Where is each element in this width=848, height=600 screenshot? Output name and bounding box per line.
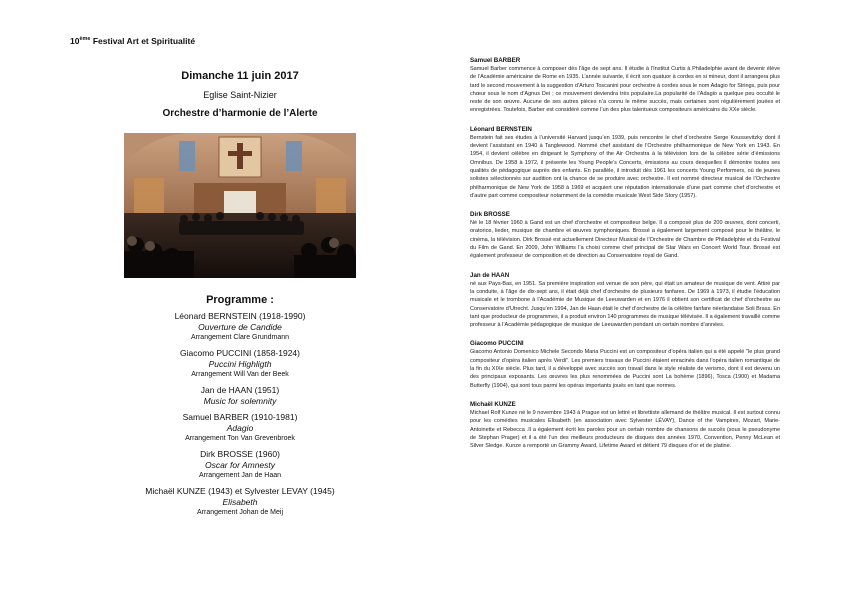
program-arranger: Arrangement Will Van der Beek xyxy=(191,371,289,378)
program-arranger: Arrangement Clare Grundmann xyxy=(190,334,290,341)
bio-section xyxy=(470,400,780,450)
bio-name: Michaël KUNZE xyxy=(470,400,516,408)
church-concert-photo xyxy=(124,133,356,278)
program-composer: Samuel BARBER (1910-1981) xyxy=(182,412,298,422)
bio-name: Dirk BROSSE xyxy=(470,211,510,219)
concert-photo-illustration xyxy=(124,133,356,278)
program-item xyxy=(100,486,380,518)
bio-text: Giacomo Antonio Domenico Michele Secondo Maria Puccini est un compositeur d’opéra italien qui a été appelé "le plus grand compositeur d’opéra italien après Verdi". Les premiers travaux de Puccini étaient enracinés dans l’opéra italien romantique de la fin du XIXe siècle. Plus tard, il a développé avec succès son travail dans le style réaliste de verismo, dont il est devenu un des principaux exposants. Les œuvres les plus renommées de Puccini sont La bohème (1896), Tosca (1900) et Madama Butterfly (1904), qui sont tous parmi les opéras importants joués en tant que normes. xyxy=(470,349,780,389)
program-composer: Giacomo PUCCINI (1858-1924) xyxy=(180,348,300,358)
program-work-title: Elisabeth xyxy=(222,497,258,507)
program-arranger: Arrangement Johan de Meij xyxy=(197,509,283,516)
program-list xyxy=(100,311,380,518)
bio-section xyxy=(470,271,780,330)
program-item xyxy=(100,311,380,343)
program-work-title: Ouverture de Candide xyxy=(198,322,282,332)
bio-name: Giacomo PUCCINI xyxy=(470,340,524,348)
bio-text: Samuel Barber commence à composer dès l’âge de sept ans. Il étudie à l’Institut Curtis à Philadelphie avant de devenir élève de l’Académie américaine de Rome en 1935. L’année suivante, il écrit son quatuor à cordes en si mineur, dont il arrangera plus tard le second mouvement à la suggestion d’Arturo Toscanini pour orchestre à cordes sous le nom Adagio for Strings, puis pour chœur sous le nom d’Agnus Dei ; ce mouvement deviendra très populaire.La popularité de l’Adagio a quelque peu occulté le reste de son œuvre. Aucune de ses autres pièces n’a connu le même succès, mais certaines sont régulièrement jouées et enregistrées. Toutefois, Barber est considéré comme l’un des plus talentueux compositeurs américains du XXe siècle. xyxy=(470,66,780,114)
programme-title: Programme : xyxy=(206,294,274,306)
bio-section xyxy=(470,339,780,389)
ensemble-name: Orchestre d’harmonie de l’Alerte xyxy=(162,108,318,119)
bio-section xyxy=(470,210,780,260)
bio-text: né aux Pays-Bas, en 1951. Sa première inspiration est venue de son père, qui était un amateur de musique de vent. Attiré par la conduite, à l’âge de dix-sept ans, il était déjà chef d’orchestre de plusieurs fanfares. De 1969 à 1973, il étudie l’éducation musicale et le trombone à l’Académie de Musique de Leeuwarden et en 1976 il obtient son certificat de chef d’orchestre au Conservatoire d’Utrecht. Jusqu’en 1994, Jan de Haan était le chef d’orchestre de la célèbre fanfare néerlandaise Soli Brass. En tant que producteur de programmes, il a produit environ 140 programmes de musique télévisée. Il a également travaillé comme professeur à l’Académie pédagogique de musique de Leeuwarden pendant un certain nombre d’années. xyxy=(470,280,781,329)
bio-text: Michael Rolf Kunze né le 9 novembre 1943 à Prague est un lettré et librettiste allemand de théâtre musical. Il est surtout connu pour les comédies musicales Elisabeth (en association avec Sylvester LÉVAY), Dance of the Vampires, Mozart, Marie-Antoinette et Rebecca .Il a également écrit les paroles pour un certain nombre de chansons de succès (sous le pseudonyme de Stephan Prager) et il a été l’un des meilleurs producteurs de disques des années 1970, Convention, Penny McLean et Silver Sledge. Kunze a remporté un Grammy Award, Lifetime Award et détient 79 disques d’or et de platine. xyxy=(470,409,780,450)
event-date: Dimanche 11 juin 2017 xyxy=(181,70,299,82)
edition-suffix: ème xyxy=(79,36,91,43)
bio-name: Samuel BARBER xyxy=(470,57,521,64)
program-arranger: Arrangement Ton Van Grevenbroek xyxy=(185,435,295,442)
page-header xyxy=(70,36,195,46)
bio-text: Bernstein fait ses études à l’université Harvard jusqu’en 1939, puis rencontre le chef d’orchestre Serge Koussevitzky dont il devient l’assistant en 1940 à Tanglewood. Nommé chef assistant de l’Orchestre philharmonique de New York en 1943. En 1954, il devient célèbre en dirigeant le Symphony of the Air Orchestra à la télévision lors de la célèbre série d’émissions Omnibus. De 1958 à 1972, il présente les Young People’s Concerts, émissions au cours desquelles il démontre toutes ses qualités de pédagogique auprès des enfants. En parallèle, il introduit dès 1961 les concerts Young Performers, où de jeunes solistes sélectionnés sur audition ont la chance de se produire avec orchestre. Il est nommé directeur musical de l’Orchestre philharmonique de New York de 1958 à 1969 et acquiert une réputation internationale d’une part comme chef d’orchestre et d’autre part comme compositeur notamment de la comédie musicale West Side Story (1957). xyxy=(470,134,780,199)
program-work-title: Adagio xyxy=(226,423,254,433)
bio-section xyxy=(470,56,780,115)
concert-panel xyxy=(100,66,380,518)
program-item xyxy=(100,385,380,407)
program-composer: Michaël KUNZE (1943) et Sylvester LEVAY (1945) xyxy=(145,486,335,496)
bio-text: Né le 18 février 1960 à Gand est un chef d’orchestre et compositeur belge. Il a composé plus de 200 œuvres, dont concerti, oratorios, lieder, musique de chambre et œuvres symphoniques. Brossé a également largement composé pour le théâtre, le cinéma, la télévision. Dirk Brossé est actuellement Directeur Musical de l’Orchestre de Chambre de Philadelphie et du Festival du Film de Gand. En 2009, John Williams l’a choisi comme chef principal de Star Wars en Concert World Tour. Brossé est également professeur de composition et de direction au Conservatoire royal de Gand. xyxy=(470,220,780,260)
composer-biographies xyxy=(470,56,780,460)
program-composer: Dirk BROSSE (1960) xyxy=(200,449,280,459)
bio-section xyxy=(470,125,780,200)
event-venue: Eglise Saint-Nizier xyxy=(203,90,277,100)
program-item xyxy=(100,412,380,444)
program-composer: Léonard BERNSTEIN (1918-1990) xyxy=(174,311,306,321)
program-composer: Jan de HAAN (1951) xyxy=(200,385,280,395)
program-item xyxy=(100,348,380,380)
edition-number: 10 xyxy=(70,36,80,46)
program-work-title: Music for solemnity xyxy=(203,396,277,406)
bio-name: Léonard BERNSTEIN xyxy=(470,125,532,133)
program-work-title: Oscar for Amnesty xyxy=(204,460,276,470)
program-work-title: Puccini Highligth xyxy=(208,359,272,369)
program-item xyxy=(100,449,380,481)
festival-name: Festival Art et Spiritualité xyxy=(92,36,196,46)
bio-name: Jan de HAAN xyxy=(470,271,510,279)
program-arranger: Arrangement Jan de Haan xyxy=(198,472,282,479)
